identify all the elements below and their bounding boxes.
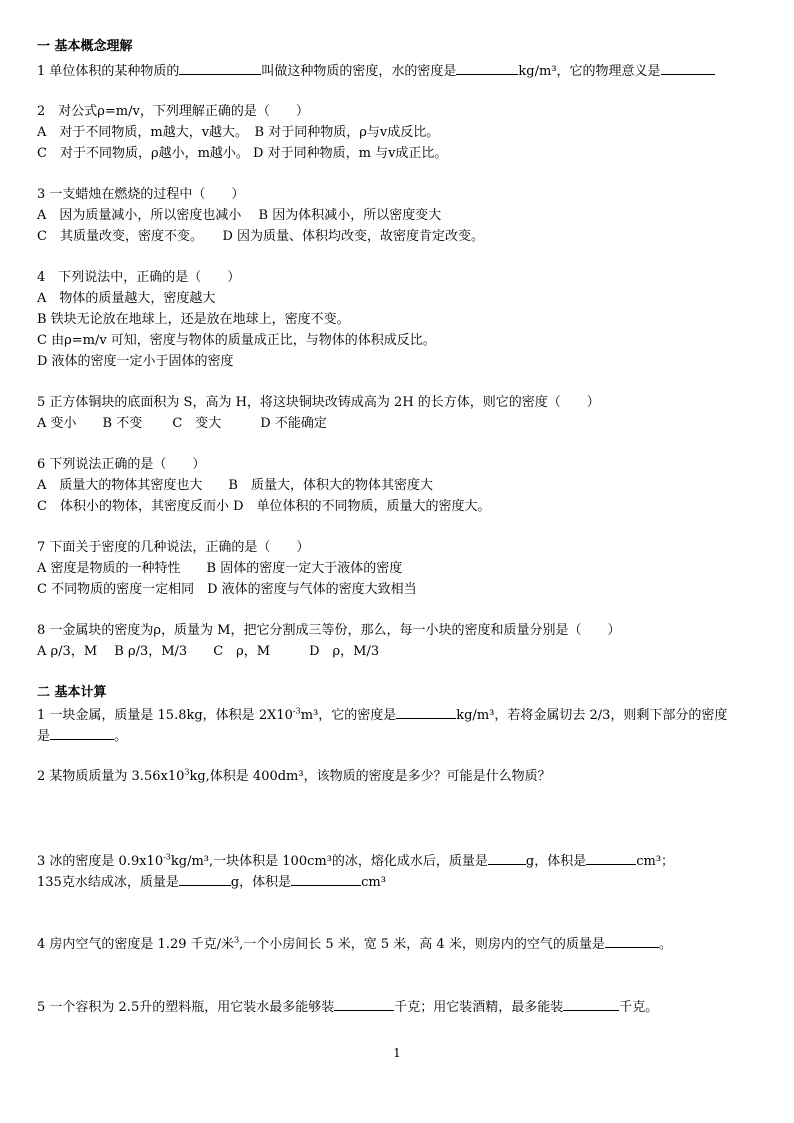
question-4-option-a: A 物体的质量越大，密度越大 — [37, 291, 216, 306]
calc-2: 2 某物质质量为 $3.56x10^3kg$,体积是 400dm³，该物质的密度是多少？可能是什么物质？ — [37, 767, 551, 784]
section-title-calculation: 二 基本计算 — [37, 685, 107, 700]
question-3-options-ab: A 因为质量减小，所以密度也减小 B 因为体积减小，所以密度变大 — [37, 208, 442, 223]
calc-3-line-1: 3 冰的密度是 $0.9x10^{-3}kg/m^3$,一块体积是 100cm³的冰，熔化成水后，质量是 g，体积是 cm³； — [37, 852, 675, 869]
answer-blank[interactable] — [50, 727, 114, 740]
calc-1-line-1: 1 一块金属，质量是 15.8kg，体积是 $2X10^{-3}m^3$，它的密度是 kg/m³，若将金属切去 2/3，则剩下部分的密度 — [37, 706, 728, 723]
question-3-stem: 3 一支蜡烛在燃烧的过程中（ ） — [37, 187, 245, 202]
answer-blank[interactable] — [456, 62, 518, 75]
question-1: 1 单位体积的某种物质的 叫做这种物质的密度，水的密度是 kg/m³，它的物理意义是 — [37, 62, 715, 80]
question-2-options-ab: A 对于不同物质，m越大，v越大。 B 对于同种物质，ρ与v成反比。 — [37, 125, 440, 140]
section-title-concepts: 一 基本概念理解 — [37, 39, 133, 54]
question-6-stem: 6 下列说法正确的是（ ） — [37, 457, 206, 472]
answer-blank[interactable] — [563, 998, 619, 1011]
calc-3-line-2: 135克水结成冰，质量是 g，体积是 cm³ — [37, 875, 386, 890]
calc-1-line-2: 是 。 — [37, 729, 128, 744]
answer-blank[interactable] — [291, 873, 361, 886]
answer-blank[interactable] — [605, 935, 659, 948]
question-7-stem: 7 下面关于密度的几种说法，正确的是（ ） — [37, 540, 310, 555]
calc-4: 4 房内空气的密度是 1.29 千克/米$^3$,一个小房间长 5 米，宽 5 米，高 4 米，则房内的空气的质量是 。 — [37, 935, 672, 952]
question-2-options-cd: C 对于不同物质，ρ越小，m越小。 D 对于同种物质，m 与v成正比。 — [37, 146, 448, 161]
calc-5: 5 一个容积为 2.5升的塑料瓶，用它装水最多能够装 千克；用它装酒精，最多能装 千克。 — [37, 1000, 659, 1015]
question-7-options-cd: C 不同物质的密度一定相同 D 液体的密度与气体的密度大致相当 — [37, 582, 417, 597]
page-number: 1 — [393, 1046, 401, 1060]
question-6-options-cd: C 体积小的物体，其密度反而小 D 单位体积的不同物质，质量大的密度大。 — [37, 499, 491, 514]
question-4-option-b: B 铁块无论放在地球上，还是放在地球上，密度不变。 — [37, 312, 350, 327]
answer-blank[interactable] — [586, 852, 636, 865]
question-2-stem: 2 对公式ρ=m/v，下列理解正确的是（ ） — [37, 104, 309, 119]
question-5-stem: 5 正方体铜块的底面积为 S，高为 H，将这块铜块改铸成高为 2H 的长方体，则它的密度（ ） — [37, 395, 600, 410]
question-7-options-ab: A 密度是物质的一种特性 B 固体的密度一定大于液体的密度 — [37, 561, 403, 576]
question-6-options-ab: A 质量大的物体其密度也大 B 质量大，体积大的物体其密度大 — [37, 478, 433, 493]
answer-blank[interactable] — [334, 998, 394, 1011]
question-4-option-d: D 液体的密度一定小于固体的密度 — [37, 354, 234, 369]
answer-blank[interactable] — [179, 873, 231, 886]
answer-blank[interactable] — [396, 706, 456, 719]
question-3-options-cd: C 其质量改变，密度不变。 D 因为质量、体积均改变，故密度肯定改变。 — [37, 229, 485, 244]
question-4-stem: 4 下列说法中，正确的是（ ） — [37, 270, 241, 285]
answer-blank[interactable] — [488, 852, 526, 865]
answer-blank[interactable] — [661, 62, 715, 75]
question-4-option-c: C 由ρ=m/v 可知，密度与物体的质量成正比，与物体的体积成反比。 — [37, 333, 436, 348]
question-8-stem: 8 一金属块的密度为ρ，质量为 M，把它分割成三等份，那么，每一小块的密度和质量分别是（ ） — [37, 623, 621, 638]
answer-blank[interactable] — [179, 62, 261, 75]
question-5-options: A 变小 B 不变 C 变大 D 不能确定 — [37, 416, 327, 431]
question-8-options: A ρ/3，M B ρ/3，M/3 C ρ，M D ρ，M/3 — [37, 644, 380, 659]
